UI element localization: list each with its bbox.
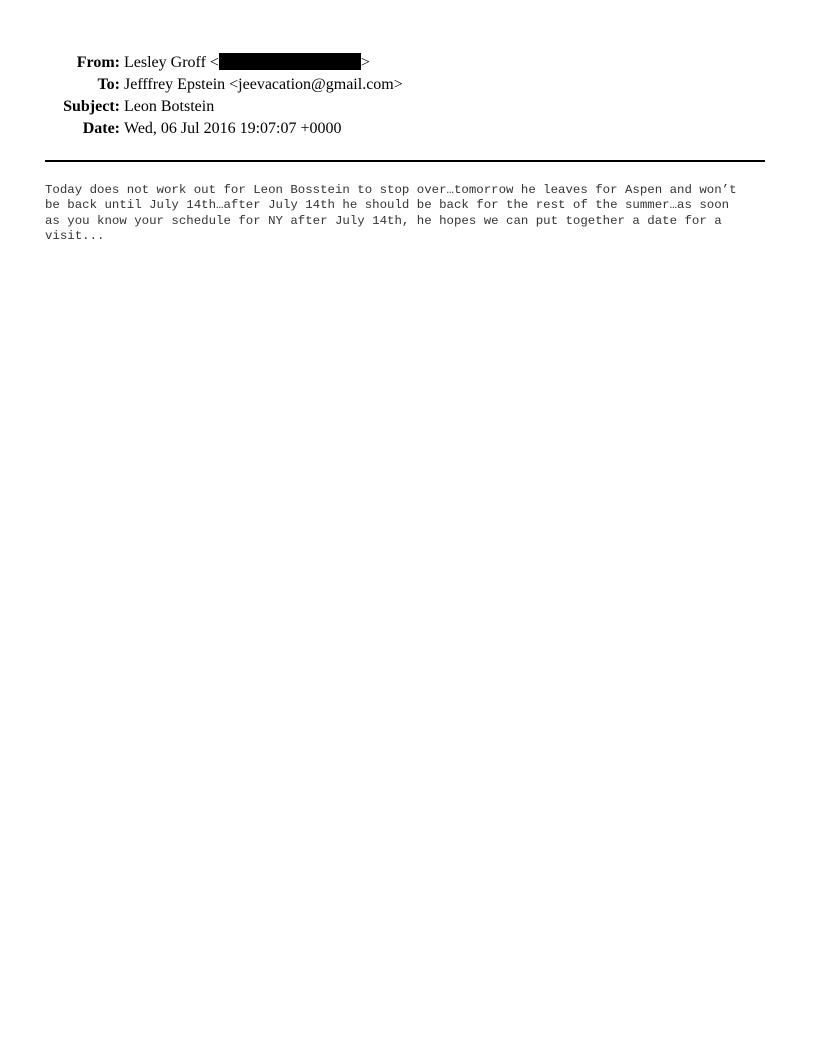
date-row (0, 118, 816, 140)
subject-label: Subject: (63, 98, 120, 115)
email-body: Today does not work out for Leon Bosstein to stop over…tomorrow he leaves for Aspen and won’t be back until July 14th…after July 14th he should be back for the rest of the summer…as soon as you know your schedule for NY after July 14th, he hopes we can put together a date for a visit... (45, 183, 737, 243)
from-value (124, 52, 370, 74)
subject-row (0, 96, 816, 118)
header-divider (45, 160, 765, 162)
email-header (0, 52, 816, 140)
from-name: Lesley Groff < (124, 54, 219, 71)
from-label: From: (76, 54, 120, 71)
from-row (0, 52, 816, 74)
to-value: Jefffrey Epstein <jeevacation@gmail.com> (124, 76, 403, 93)
from-close-bracket: > (360, 54, 370, 71)
to-row (0, 74, 816, 96)
date-label: Date: (82, 120, 120, 137)
redaction-block (219, 53, 361, 70)
date-value: Wed, 06 Jul 2016 19:07:07 +0000 (124, 120, 342, 137)
subject-value: Leon Botstein (124, 98, 215, 115)
to-label: To: (97, 76, 120, 93)
